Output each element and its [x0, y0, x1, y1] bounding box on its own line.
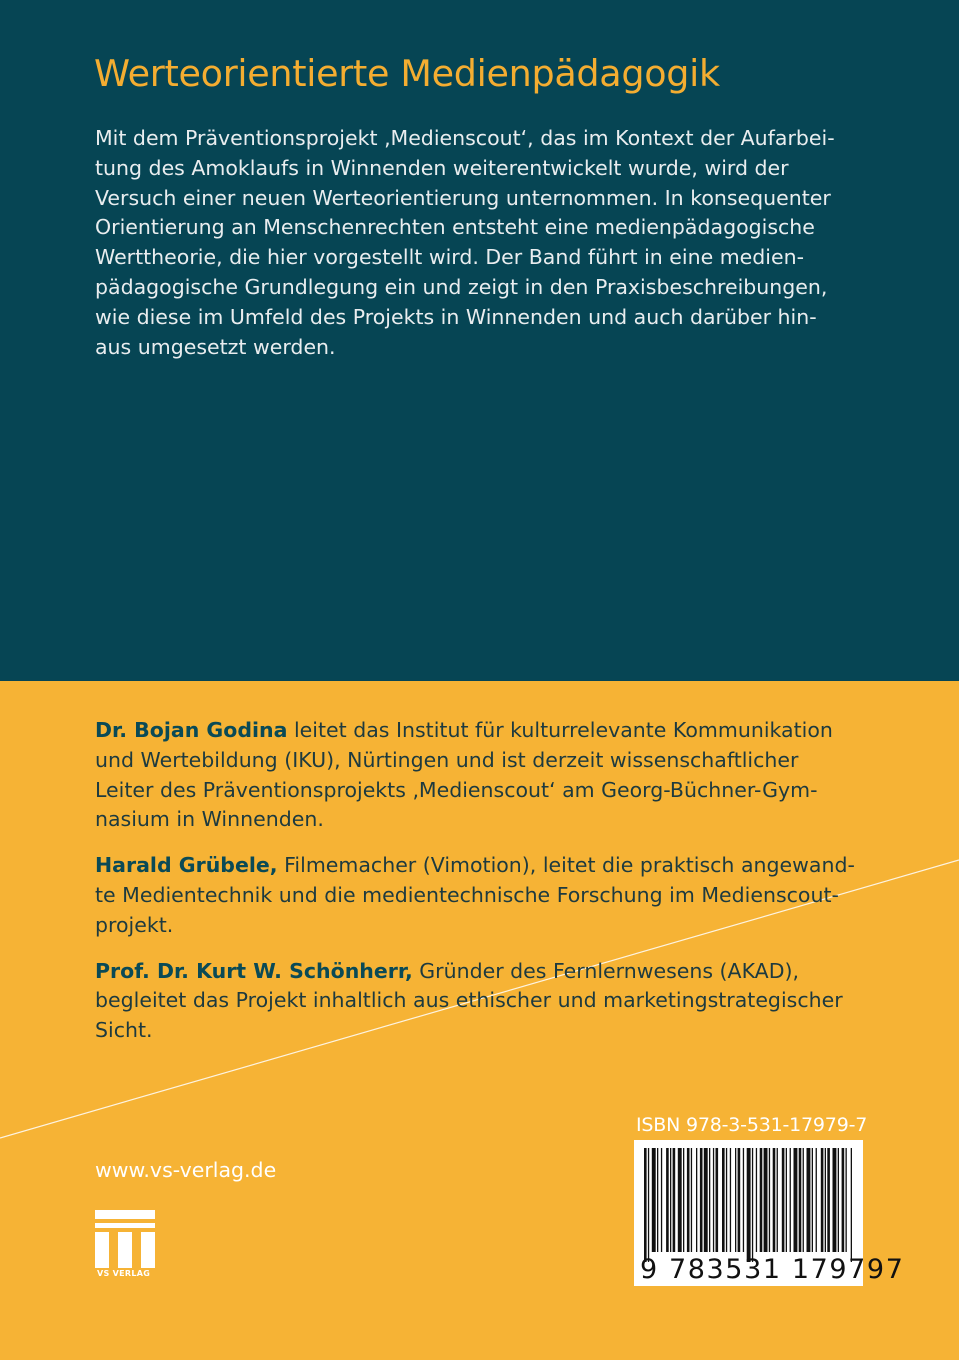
- description-line: aus umgesetzt werden.: [95, 334, 336, 359]
- description-line: Versuch einer neuen Werteorientierung unternommen. In konsequenter: [95, 185, 831, 210]
- barcode-bar: [716, 1148, 719, 1252]
- author-bio-text: leitet das Institut für kulturrelevante Kommunikation: [287, 718, 833, 742]
- barcode-bar: [825, 1148, 826, 1252]
- barcode-bar: [644, 1148, 647, 1262]
- barcode-bar: [807, 1148, 811, 1252]
- author-bio: [95, 716, 895, 835]
- barcode-bar: [691, 1148, 692, 1252]
- book-title: Werteorientierte Medienpädagogik: [94, 52, 720, 95]
- barcode-bar: [666, 1148, 669, 1252]
- description-line: Werttheorie, die hier vorgestellt wird. Der Band führt in eine medien-: [95, 245, 805, 270]
- barcode-bar: [764, 1148, 768, 1252]
- barcode-bar: [794, 1148, 798, 1252]
- publisher-logo-text: VS VERLAG: [97, 1269, 151, 1278]
- barcode-bar: [704, 1148, 708, 1252]
- author-name: Prof. Dr. Kurt W. Schönherr,: [95, 958, 413, 983]
- author-bio-line: Sicht.: [95, 1018, 153, 1043]
- barcode-bar: [722, 1148, 725, 1252]
- barcode-bar: [842, 1148, 845, 1252]
- barcode-bar: [812, 1148, 813, 1252]
- barcode-bar: [683, 1148, 684, 1252]
- barcode-digits: 9 783531 179797: [640, 1254, 905, 1285]
- author-name: Dr. Bojan Godina: [95, 718, 288, 742]
- barcode-bar: [851, 1148, 852, 1262]
- barcode-bar: [730, 1148, 731, 1252]
- barcode-bar: [827, 1148, 830, 1252]
- barcode-bar: [696, 1148, 697, 1252]
- author-bio-text: Filmemacher (Vimotion), leitet die praktisch angewand-: [277, 853, 855, 878]
- barcode-bar: [777, 1148, 778, 1252]
- barcode-bar: [648, 1148, 649, 1262]
- author-bio: [95, 957, 895, 1046]
- description-line: tung des Amoklaufs in Winnenden weiterentwickelt wurde, wird der: [95, 155, 789, 180]
- barcode-bar: [747, 1148, 751, 1262]
- isbn-label: ISBN 978-3-531-17979-7: [636, 1114, 868, 1136]
- description-line: Orientierung an Menschenrechten entsteht eine medienpädagogische: [95, 215, 815, 240]
- barcode-bar: [735, 1148, 736, 1252]
- author-bio-line: Leiter des Präventionsprojekts ‚Medienscout‘ am Georg-Büchner-Gym-: [95, 777, 818, 802]
- barcode-bar: [838, 1148, 839, 1252]
- author-bio-line: nasium in Winnenden.: [95, 807, 324, 832]
- barcode-bar: [799, 1148, 802, 1252]
- publisher-logo-icon: [95, 1210, 155, 1268]
- barcode-bar: [713, 1148, 714, 1252]
- barcode-bar: [657, 1148, 658, 1252]
- author-bio-line: begleitet das Projekt inhaltlich aus ethischer und marketingstrategischer: [95, 988, 843, 1013]
- barcode-bar: [670, 1148, 671, 1252]
- barcode-bar: [816, 1148, 817, 1252]
- barcode-bar: [760, 1148, 763, 1252]
- barcode-bar: [700, 1148, 703, 1252]
- barcode-bar: [756, 1148, 757, 1252]
- barcode-bar: [661, 1148, 662, 1252]
- barcode-bar: [726, 1148, 727, 1252]
- book-description: [95, 124, 895, 362]
- author-bio-line: te Medientechnik und die medientechnische Forschung im Medienscout-: [95, 882, 839, 907]
- barcode-bar: [803, 1148, 804, 1252]
- author-bio: [95, 851, 895, 940]
- author-bio-text: Gründer des Fernlernwesens (AKAD),: [412, 958, 799, 983]
- barcode-bar: [687, 1148, 690, 1252]
- author-name: Harald Grübele,: [95, 853, 278, 878]
- description-line: pädagogische Grundlegung ein und zeigt in den Praxisbeschreibungen,: [95, 274, 828, 299]
- author-bio-line: und Wertebildung (IKU), Nürtingen und ist derzeit wissenschaftlicher: [95, 747, 799, 772]
- barcode-bar: [709, 1148, 710, 1252]
- barcode-bar: [678, 1148, 682, 1252]
- barcode-bar: [652, 1148, 656, 1252]
- barcode-bar: [846, 1148, 847, 1252]
- description-line: wie diese im Umfeld des Projekts in Winnenden und auch darüber hin-: [95, 304, 817, 329]
- barcode-bar: [782, 1148, 785, 1252]
- author-bio-line: projekt.: [95, 912, 174, 937]
- description-line: Mit dem Präventionsprojekt ‚Medienscout‘, das im Kontext der Aufarbei-: [95, 126, 835, 150]
- barcode-bar: [786, 1148, 787, 1252]
- publisher-website[interactable]: www.vs-verlag.de: [95, 1158, 277, 1182]
- author-bios: [95, 716, 895, 1062]
- barcode-bar: [790, 1148, 791, 1252]
- barcode-bar: [773, 1148, 776, 1252]
- barcode-bar: [769, 1148, 770, 1252]
- barcode-bar: [743, 1148, 744, 1252]
- barcode-bar: [752, 1148, 753, 1262]
- barcode-bar: [833, 1148, 837, 1252]
- barcode-bar: [673, 1148, 676, 1252]
- barcode-bar: [821, 1148, 824, 1252]
- barcode-bar: [738, 1148, 741, 1252]
